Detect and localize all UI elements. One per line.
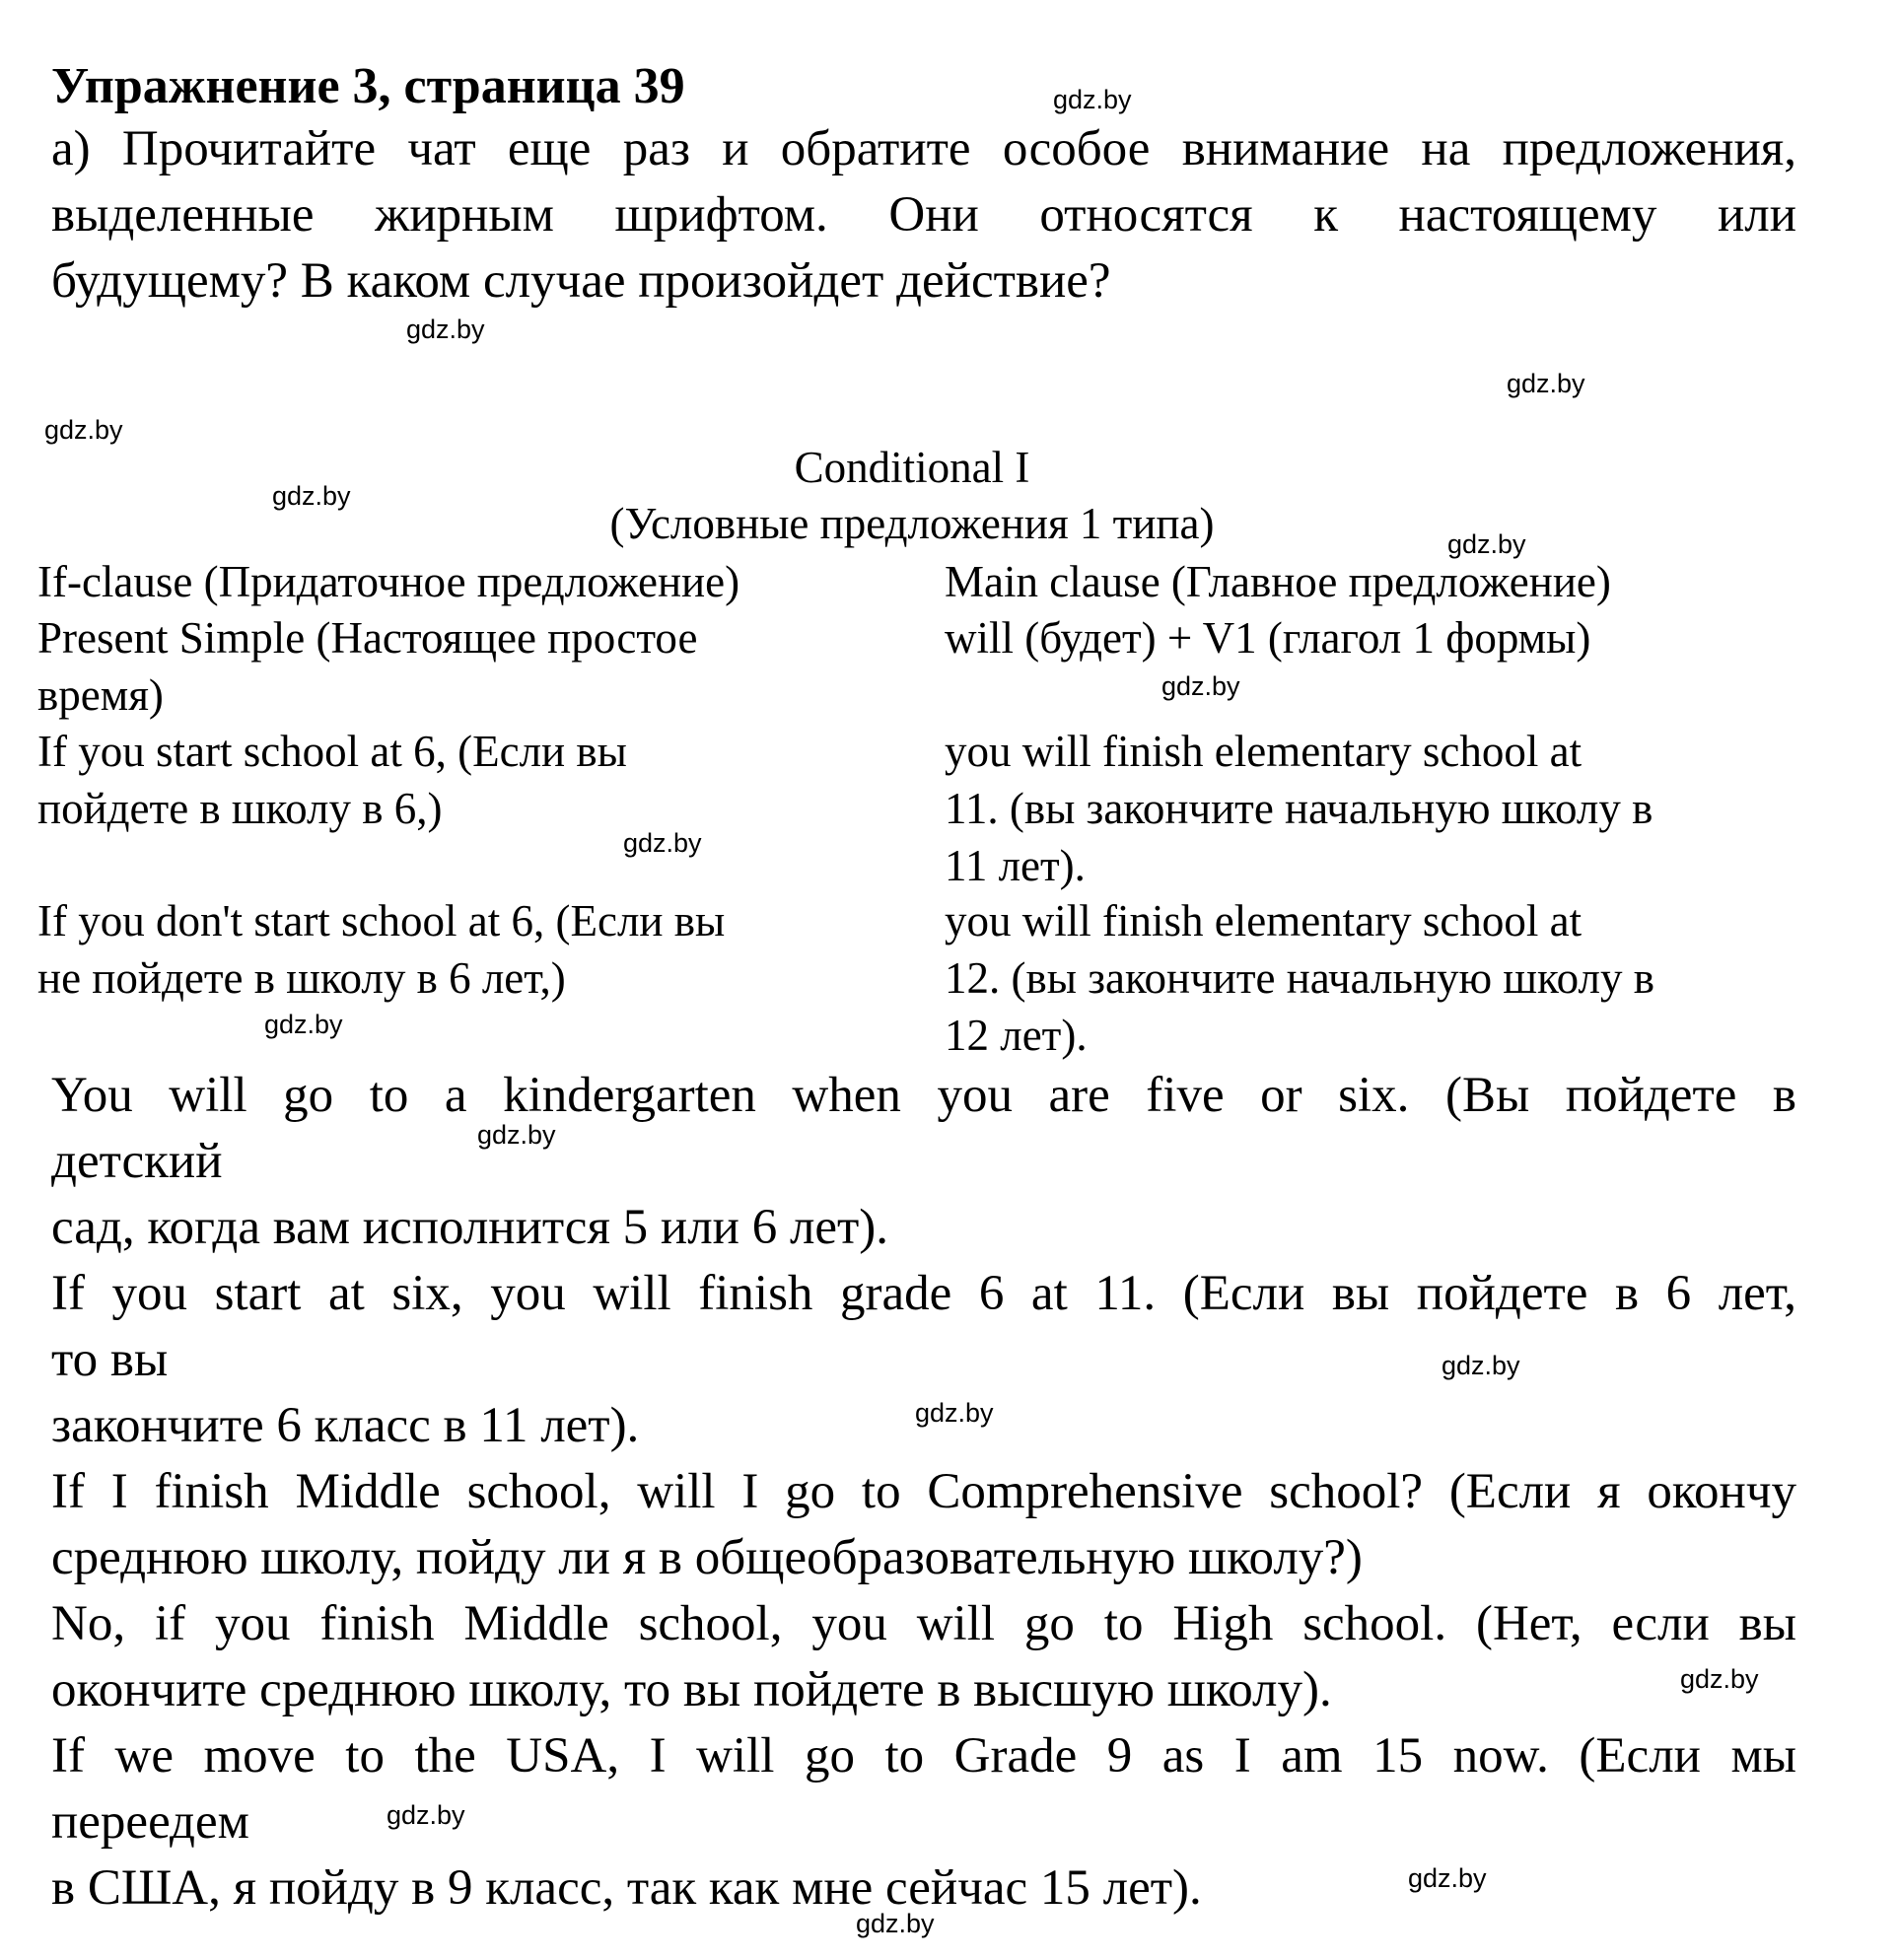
sentence-line: закончите 6 класс в 11 лет). <box>51 1398 640 1453</box>
if-clause-header: If-clause (Придаточное предложение) <box>37 557 740 606</box>
sentence-line: If we move to the USA, I will go to Grade 9 as I am 15 now. (Если мы <box>51 1728 1796 1784</box>
instruction-line: а) Прочитайте чат еще раз и обратите особое внимание на предложения, <box>51 121 1796 176</box>
example-line: пойдете в школу в 6,) <box>37 784 443 833</box>
example-line: 12. (вы закончите начальную школу в <box>945 953 1654 1003</box>
example-line: If you start school at 6, (Если вы <box>37 727 627 776</box>
watermark: gdz.by <box>1442 1351 1520 1380</box>
main-clause-header: Main clause (Главное предложение) <box>945 557 1611 606</box>
example-line: 12 лет). <box>945 1011 1088 1060</box>
sentence-paragraph <box>51 1459 1796 1591</box>
form-line: Present Simple (Настоящее простое <box>37 613 698 663</box>
example-if-clause <box>37 892 876 1007</box>
watermark: gdz.by <box>1053 85 1132 114</box>
watermark: gdz.by <box>856 1909 935 1938</box>
example-if-clause <box>37 723 876 837</box>
watermark: gdz.by <box>477 1120 556 1150</box>
sentence-line: If I finish Middle school, will I go to Comprehensive school? (Если я окончу <box>51 1464 1796 1519</box>
example-line: 11 лет). <box>945 841 1086 890</box>
watermark: gdz.by <box>387 1800 465 1830</box>
if-clause-form <box>37 609 876 724</box>
main-clause-form: will (будет) + V1 (глагол 1 формы) <box>945 613 1591 663</box>
example-line: If you don't start school at 6, (Если вы <box>37 896 726 945</box>
sentence-line: окончите среднюю школу, то вы пойдете в высшую школу). <box>51 1662 1332 1717</box>
sentence-line: то вы <box>51 1332 169 1387</box>
sentence-line: детский <box>51 1134 223 1189</box>
sentence-line: No, if you finish Middle school, you will go to High school. (Нет, если вы <box>51 1596 1796 1651</box>
sentence-line: в США, я пойду в 9 класс, так как мне сейчас 15 лет). <box>51 1860 1202 1916</box>
instruction-line: будущему? В каком случае произойдет действие? <box>51 253 1111 309</box>
sentence-line: If you start at six, you will finish grade 6 at 11. (Если вы пойдете в 6 лет, <box>51 1266 1796 1321</box>
watermark: gdz.by <box>1447 529 1526 559</box>
sentence-line: You will go to a kindergarten when you are five or six. (Вы пойдете в <box>51 1068 1796 1123</box>
watermark: gdz.by <box>915 1398 994 1428</box>
instruction-text <box>51 116 1796 315</box>
watermark: gdz.by <box>406 315 485 344</box>
watermark: gdz.by <box>623 828 702 858</box>
sentence-paragraph <box>51 1261 1796 1459</box>
example-line: не пойдете в школу в 6 лет,) <box>37 953 566 1003</box>
example-line: you will finish elementary school at <box>945 727 1582 776</box>
watermark: gdz.by <box>264 1010 343 1039</box>
grammar-subheading: (Условные предложения 1 типа) <box>609 499 1215 548</box>
instruction-line: выделенные жирным шрифтом. Они относятся к настоящему или <box>51 187 1796 243</box>
watermark: gdz.by <box>1408 1863 1487 1893</box>
watermark: gdz.by <box>1680 1664 1759 1694</box>
sentence-line: переедем <box>51 1794 249 1850</box>
watermark: gdz.by <box>272 481 351 511</box>
example-main-clause <box>945 892 1832 1064</box>
grammar-heading: Conditional I <box>794 443 1030 492</box>
example-line: you will finish elementary school at <box>945 896 1582 945</box>
example-line: 11. (вы закончите начальную школу в <box>945 784 1653 833</box>
sentence-paragraph <box>51 1591 1796 1723</box>
watermark: gdz.by <box>1161 671 1240 701</box>
sentence-line: среднюю школу, пойду ли я в общеобразовательную школу?) <box>51 1530 1363 1585</box>
watermark: gdz.by <box>44 415 123 445</box>
sentence-paragraph <box>51 1723 1796 1922</box>
sentence-line: сад, когда вам исполнится 5 или 6 лет). <box>51 1200 889 1255</box>
sentence-paragraph <box>51 1063 1796 1261</box>
form-line: время) <box>37 670 164 720</box>
example-main-clause <box>945 723 1832 894</box>
watermark: gdz.by <box>1507 369 1585 398</box>
page-title: Упражнение 3, страница 39 <box>51 58 685 114</box>
